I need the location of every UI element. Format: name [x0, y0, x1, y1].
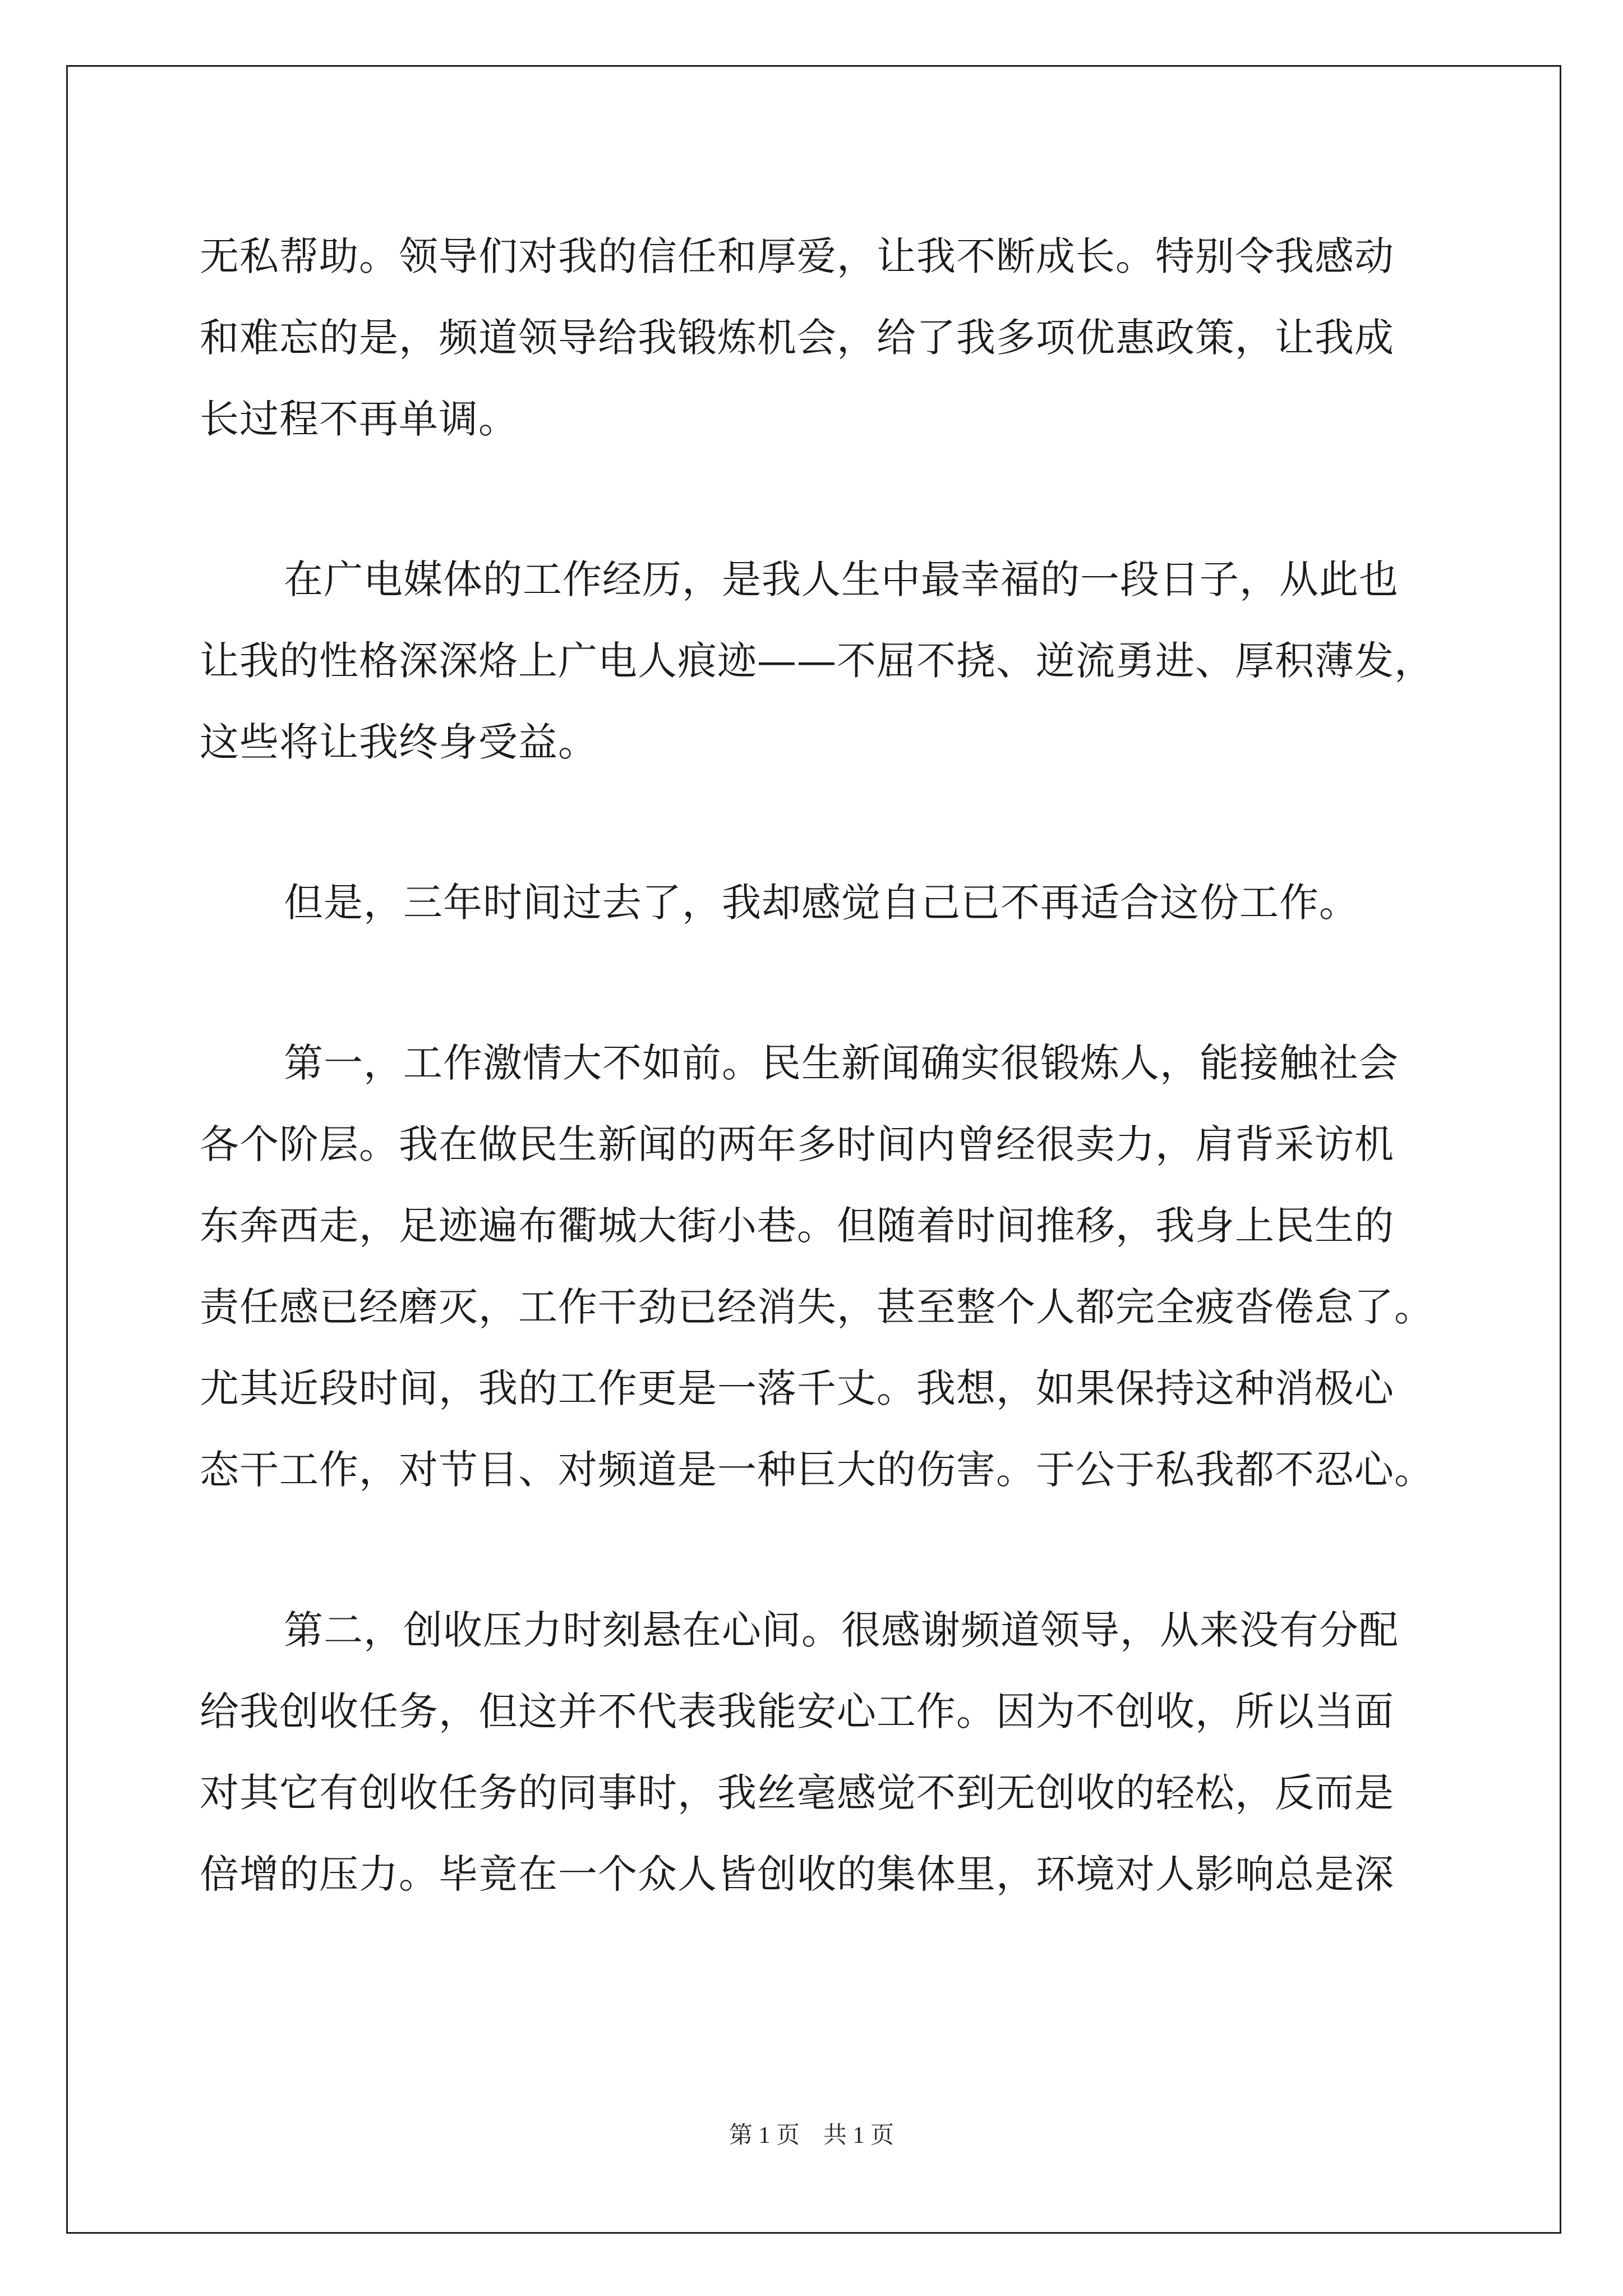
text-line: 这些将让我终身受益。 [200, 719, 598, 765]
page-number: 第 1 页 共 1 页 [728, 2123, 894, 2148]
text-line: 态干工作，对节目、对频道是一种巨大的伤害。于公于私我都不忍心。 [200, 1447, 1434, 1493]
paragraph [200, 1590, 1439, 1915]
paragraph [200, 862, 1439, 944]
text-line: 无私帮助。领导们对我的信任和厚爱，让我不断成长。特别令我感动 [200, 233, 1394, 279]
text-line: 尤其近段时间，我的工作更是一落千丈。我想，如果保持这种消极心 [200, 1365, 1394, 1411]
text-line: 长过程不再单调。 [200, 396, 518, 442]
text-line: 但是，三年时间过去了，我却感觉自己已不再适合这份工作。 [284, 880, 1359, 926]
text-line: 各个阶层。我在做民生新闻的两年多时间内曾经很卖力，肩背采访机 [200, 1121, 1394, 1167]
text-line: 给我创收任务，但这并不代表我能安心工作。因为不创收，所以当面 [200, 1688, 1394, 1734]
text-line: 对其它有创收任务的同事时，我丝毫感觉不到无创收的轻松，反而是 [200, 1770, 1394, 1816]
document-body [200, 216, 1439, 1915]
text-line: 第一，工作激情大不如前。民生新闻确实很锻炼人，能接触社会 [284, 1040, 1399, 1086]
text-line: 倍增的压力。毕竟在一个众人皆创收的集体里，环境对人影响总是深 [200, 1851, 1394, 1897]
text-line: 在广电媒体的工作经历，是我人生中最幸福的一段日子，从此也 [284, 556, 1399, 602]
text-line: 责任感已经磨灭，工作干劲已经消失，甚至整个人都完全疲沓倦怠了。 [200, 1284, 1434, 1330]
paragraph [200, 539, 1439, 783]
text-line: 东奔西走，足迹遍布衢城大街小巷。但随着时间推移，我身上民生的 [200, 1203, 1394, 1249]
paragraph [200, 216, 1439, 460]
text-line: 第二，创收压力时刻悬在心间。很感谢频道领导，从来没有分配 [284, 1607, 1399, 1653]
text-line: 让我的性格深深烙上广电人痕迹——不屈不挠、逆流勇进、厚积薄发， [200, 638, 1434, 684]
paragraph [200, 1023, 1439, 1511]
text-line: 和难忘的是，频道领导给我锻炼机会，给了我多项优惠政策，让我成 [200, 315, 1394, 361]
